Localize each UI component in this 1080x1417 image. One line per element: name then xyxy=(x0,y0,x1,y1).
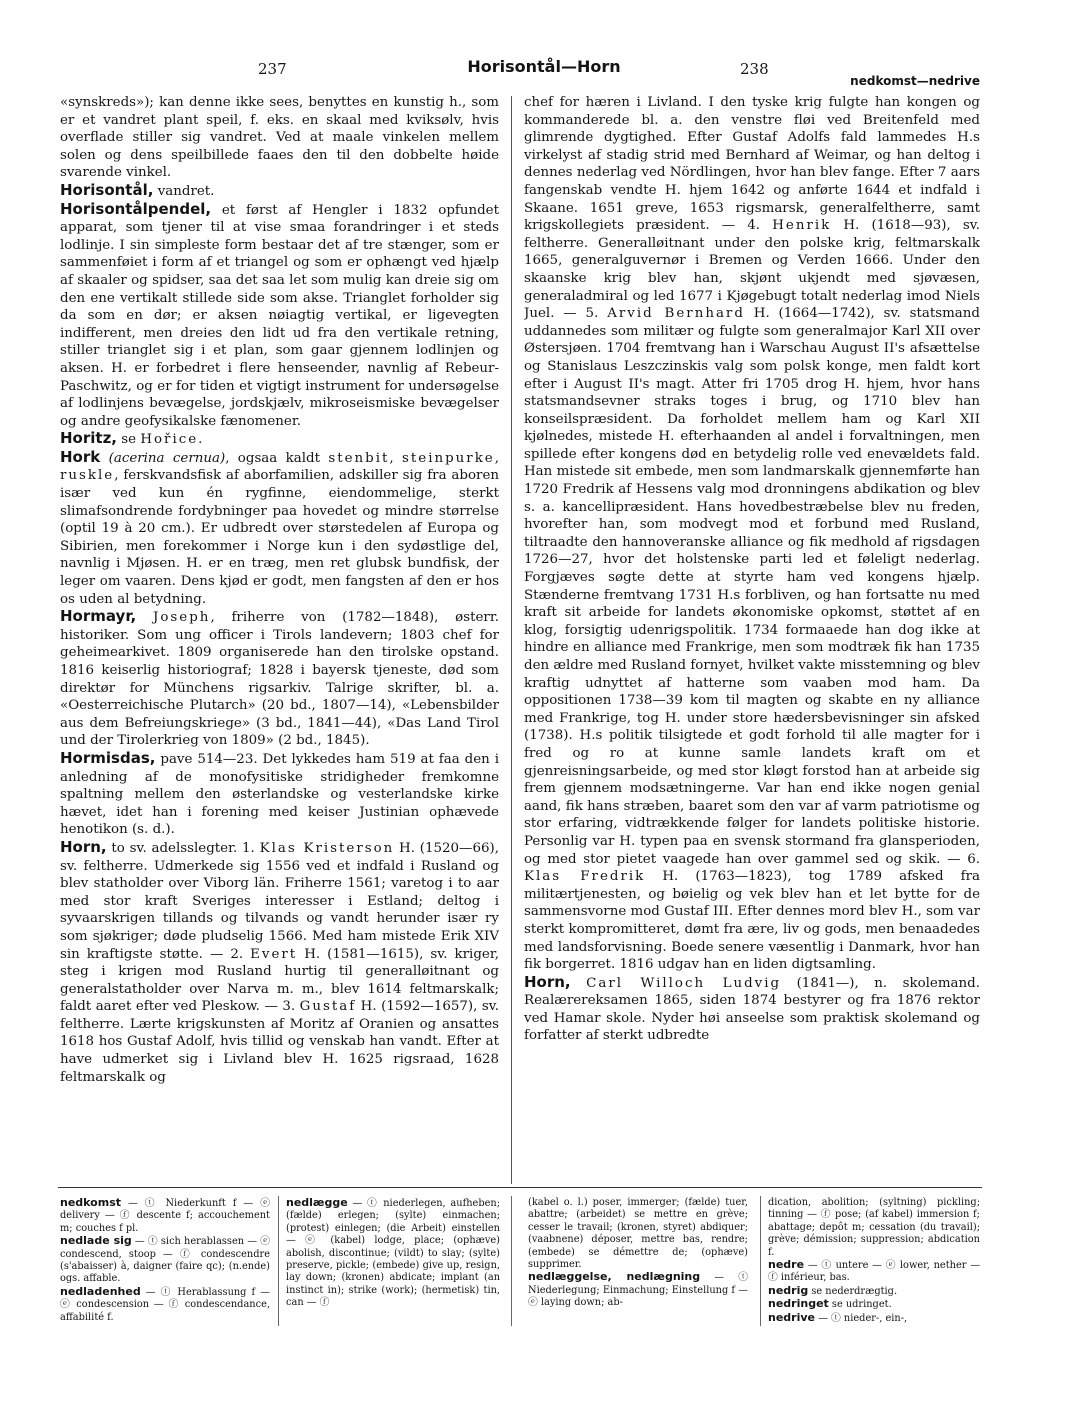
dictionary-separator xyxy=(278,1196,279,1326)
entry xyxy=(60,430,499,449)
entry-headword: Hormisdas, xyxy=(60,748,156,767)
entry-text: H. (1520—66), sv. feltherre. Udmerkede sig 1556 ved et indfald i Rusland og blev statholder over Viborg län. Friherre 1561; varetog i to aar med stor kraft Sveriges interesser i Estland; deltog i syvaarskrigen tillands og tilvands og vandt herunder især ry som sjøkriger; døde pludselig 1566. Med ham mistede Erik XIV sin kraftigste støtte. — 2. xyxy=(60,840,499,962)
entry-headword: Horisontålpendel, xyxy=(60,199,212,218)
catchword: nedkomst—nedrive xyxy=(850,74,980,88)
page-number-right: 238 xyxy=(740,60,769,78)
entry xyxy=(60,182,499,201)
entry-text: Carl Willoch Ludvig xyxy=(586,975,782,991)
entry-text: H. (1581—1615), sv. kriger, steg i krigen mod Rusland hurtig til generalløitnant og generalstatholder over Narva m. m., blev 1614 feltmarskalk; faldt aaret efter ved Pleskow. — 3. xyxy=(60,946,499,1015)
dictionary-headword: nedlæggelse, nedlægning xyxy=(528,1270,701,1284)
dictionary-entry xyxy=(768,1197,980,1259)
entry-text: chef for hæren i Livland. I den tyske krig fulgte han kongen og kommanderede bl. a. den venstre fløi ved Breitenfeld med glimrende dygtighed. Efter Gustaf Adolfs fald lammedes H.s virkelyst af stadig strid med Bernhard af Weimar, og han deltog i dennes nederlag ved Nördlingen, hvor han blev fange. Efter 7 aars fangenskab vendte H. hjem 1642 og anførte 1644 et indfald i Skaane. 1651 greve, 1653 rigsmarsk, generalfeltherre, samt krigskollegiets præsident. — 4. xyxy=(524,95,980,234)
dictionary-text: se nederdrægtig. xyxy=(808,1285,898,1297)
dictionary-entry xyxy=(60,1286,270,1324)
dictionary-headword: nedladenhed xyxy=(60,1284,141,1298)
entry-text: , xyxy=(494,450,499,466)
entry-text: et først af Hengler i 1832 opfundet apparat, som tjener til at vise smaa forandringer i et steds lodlinje. I sin simpleste form bestaar det af tre stænger, som er sammenføiet i form af et triangel og som er ophængt ved hjælp af skaaler og spidser, saa det saa let som mulig kan dreie sig om den ene vertikalt stillede side som akse. Trianglet forholder sig da som en dør; er aksen nøiagtig vertikal, er ligevegten indifferent, men dreies den lidt ud fra den vertikale retning, stiller trianglet sig i et plan, som gaar gjennem lodlinjen og aksen. H. er forbedret i flere henseender, navnlig af Rebeur-Paschwitz, og er for tiden et vigtigt instrument for undersøgelse af lodlinjens bevægelse, jordskjælv, mikroseismiske bevægelser og andre geofysikalske fænomener. xyxy=(60,202,499,429)
entry-text: Gustaf xyxy=(299,999,357,1015)
dictionary-column-3 xyxy=(528,1197,748,1397)
dictionary-column-2 xyxy=(286,1197,500,1397)
entry-text: , ogsaa kaldt xyxy=(225,450,329,466)
dictionary-entry xyxy=(768,1285,980,1298)
dictionary-entry xyxy=(60,1197,270,1235)
entry xyxy=(60,750,499,839)
entry-headword: Horisontål, xyxy=(60,180,154,199)
dictionary-text: se udringet. xyxy=(828,1299,892,1311)
entry xyxy=(524,94,980,974)
entry-text: vandret. xyxy=(153,183,215,199)
entry-text: H. (1618—93), sv. feltherre. Generalløitnant under den polske krig, feltmarskalk 1665, generalguvernør i Bremen og Verden 1666. Under den skaanske krig blev han, skjønt ukjendt med sjøvæsen, generaladmiral og led 1677 i Kjøgebugt totalt nederlag imod Niels Juel. — 5. xyxy=(524,218,980,322)
entry xyxy=(60,839,499,1086)
entry-text: , ferskvandsfisk af aborfamilien, adskiller sig fra aboren især ved kun én rygfinne, eiendommelige, sterkt slimafsondrende fordybninger paa hovedet og mindre størrelse (optil 19 à 20 cm.). Er udbredt over størstedelen af Europa og Sibirien, men forekommer i Norge kun i den sydøstlige del, navnlig i Mjøsen. H. er en træg, men ret glubsk bundfisk, der leger om vaaren. Dens kjød er godt, men fangsten af den er hos os uden al betydning. xyxy=(60,468,499,607)
entry-text: steinpurke xyxy=(402,450,495,466)
entry-text: (1841—), n. skolemand. Realærereksamen 1865, siden 1874 bestyrer og fra 1876 rektor ved Hamar skole. Nyder høi anseelse som praktisk skolemand og forfatter af sterkt udbredte xyxy=(524,975,980,1044)
entry-text: . xyxy=(198,432,203,448)
dictionary-separator xyxy=(760,1196,761,1326)
dictionary-headword: nedlade sig xyxy=(60,1234,132,1248)
dictionary-headword: nedlægge xyxy=(286,1197,348,1209)
entry-text xyxy=(571,976,587,991)
dictionary-headword: nedringet xyxy=(768,1297,829,1311)
dictionary-text: — ⓣ untere — ⓔ lower, nether — ⓕ inférieur, bas. xyxy=(768,1260,980,1284)
entry xyxy=(60,608,499,750)
entry-text: H. (1592—1657), sv. feltherre. Lærte krigskunsten af Moritz af Oranien og ansattes 1618 hos Gustaf Adolf, hvis tillid og venskab han vandt. Efter at have udmerket sig i Livland blev H. 1625 rigsraad, 1628 feltmarskalk og xyxy=(60,999,499,1085)
dictionary-entry xyxy=(528,1271,748,1309)
entry-text: Joseph xyxy=(153,610,211,626)
entry-headword: Horitz, xyxy=(60,429,117,448)
dictionary-entry xyxy=(768,1312,980,1325)
entry-headword: Hork xyxy=(60,447,101,466)
entry xyxy=(524,974,980,1045)
entry-text xyxy=(100,451,108,466)
dictionary-text: (kabel o. l.) poser, immerger; (fælde) tuer, abattre; (arbeidet) se mettre en grève; cesser le travail; (kronen, styret) abdiquer; (vaabnene) déposer, mettre bas, rendre; (embede) se démettre de; (ophæve) supprimer. xyxy=(528,1197,748,1271)
entry-text: Klas Fredrik xyxy=(524,869,646,885)
entry-text: , friherre von (1782—1848), østerr. historiker. Som ung officer i Tirols landevern; 1803 chef for geheimearkivet. 1809 organiserede han den tirolske opstand. 1816 keiserlig historiograf; 1828 i bayersk tjeneste, død som direktør for Münchens rigsarkiv. Talrige skrifter, bl. a. «Oesterreichische Plutarch» (20 bd., 1807—14), «Lebensbilder aus dem Befreiungskriege» (3 bd., 1841—44), «Das Land Tirol und der Tirolerkrieg von 1809» (2 bd., 1845). xyxy=(60,610,499,749)
dictionary-headword: nedrig xyxy=(768,1283,809,1297)
dictionary-text: — ⓣ nieder-, ein-, xyxy=(815,1312,908,1324)
dictionary-text: — ⓣ Niederkunft f — ⓔ delivery — ⓕ descente f; accouchement m; couches f pl. xyxy=(60,1198,270,1234)
entry-headword: Horn, xyxy=(524,972,571,991)
dictionary-text: — ⓣ niederlegen, aufheben; (fælde) erlegen; (sylte) einmachen; (protest) einlegen; (die Arbeit) einstellen — ⓔ (kabel) lodge, place; (ophæve) abolish, discontinue; (vildt) to slay; (sylte) preserve, pickle; (embede) give up, resign, lay down; (kronen) abdicate; implant (an instinct in); strike (work); (hermetisk) tin, can — ⓕ xyxy=(286,1198,500,1309)
entry-text: Evert xyxy=(250,946,298,962)
dictionary-text: — ⓣ Niederlegung; Einmachung; Einstellung f — ⓔ laying down; ab- xyxy=(528,1272,748,1309)
entry-text: «synskreds»); kan denne ikke sees, benyttes en kunstig h., som er et vandret plant speil, f. eks. en skaal med kviksølv, hvis overflade stiller sig vandret. Ved at maale vinkelen mellem solen og dens speilbillede faaes den til den dobbelte høide svarende vinkel. xyxy=(60,95,499,181)
entry-text: Arvid Bernhard xyxy=(607,306,745,322)
entry-text: (acerina cernua) xyxy=(108,450,226,466)
entry-text: Hořice xyxy=(140,432,199,448)
entry-headword: Hormayr, xyxy=(60,607,137,626)
dictionary-column-1 xyxy=(60,1197,270,1397)
left-column xyxy=(60,94,499,1184)
entry-text: to sv. adelsslegter. 1. xyxy=(106,840,260,856)
dictionary-entry xyxy=(286,1197,500,1310)
right-column xyxy=(524,94,980,1184)
dictionary-separator xyxy=(511,1196,512,1326)
running-head-title: Horisontål—Horn xyxy=(467,57,621,76)
entry-text xyxy=(136,610,153,625)
footer-rule xyxy=(58,1187,982,1188)
dictionary-text: — ⓣ sich herablassen — ⓔ condescend, stoop — ⓕ condescendre (s'abaisser) à, daigner (faire qc); (n.ende) ogs. affable. xyxy=(60,1236,270,1285)
dictionary-entry xyxy=(60,1235,270,1286)
column-rule xyxy=(511,96,512,1184)
entry-text: H. (1664—1742), sv. statsmand uddannedes som militær og fulgte som generalmajor Karl XII over Østersjøen. 1704 fremtvang han i Warschau August II's afsættelse og Stanislaus Leszczinskis valg som polsk konge, men faldt kort efter i August II's magt. Atter fri 1705 drog H. hjem, hvor hans statsmandsevner straks toges i brug, og 1710 blev han konseilspræsident. Da forholdet mellem ham og Karl XII kjølnedes, mistede H. efterhaanden al andel i forvaltningen, men spillede efter kongens død en betydelig rolle ved enevældets fald. Han mistede sit embede, men som landmarskalk gjennemførte han 1720 Fredrik af Hessens valg mod dronningens abdikation og blev s. a. kancellipræsident. Hans hovedbestræbelse blev nu freden, hvorefter han, som modvegt mod et forbund med Rusland, tiltraadte den hannoveranske alliance og fik medhold af rigsdagen 1726—27, hvor det holstenske parti led et føleligt nederlag. Forgjæves søgte dette at styrte ham ved kongens hjælp. Stænderne fremtvang 1731 H.s forbliven, og han fortsatte nu med kraft sit arbeide for landets økonomiske opkomst, støttet af en klog, forsigtig udenrigspolitik. 1734 formaaede han dog ikke at hindre en alliance med Frankrige, men som modtræk fik han 1735 den ældre med Rusland fornyet, hvilket vakte misstemning og blev kraftig udnyttet af hatterne som vaaben mod ham. Da oppositionen 1738—39 kom til magten og skabte en ny alliance med Frankrige, tog H. under store hædersbevisninger sin afsked (1738). H.s politik tilsigtede et godt forhold til alle magter for i fred og ro at kunne samle landets kraft om et gjenreisningsarbeide, og med stor kløgt forstod han at arbeide sig frem gjennem modsætningerne. Var han end ikke nogen genial aand, fik hans stræben, baaret som den var af varm patriotisme og stor erfaring, vidtrækkende følger for landets politiske historie. Personlig var H. typen paa en svensk stormand fra glansperioden, og med stor pietet vaagede han over gammel sed og skik. — 6. xyxy=(524,306,980,867)
entry xyxy=(60,449,499,608)
dictionary-headword: nedrive xyxy=(768,1310,815,1324)
dictionary-text: dication, abolition; (syltning) pickling; tinning — ⓕ pose; (af kabel) immersion f; abattage; depôt m; cessation (du travail); grève; démission; suppression; abdication f. xyxy=(768,1197,980,1258)
entry-text: stenbit xyxy=(328,450,390,466)
dictionary-entry xyxy=(768,1259,980,1285)
page-number-left: 237 xyxy=(258,60,287,78)
entry xyxy=(60,94,499,182)
dictionary-text: — ⓣ Herablassung f — ⓔ condescension — ⓕ condescendance, affabilité f. xyxy=(60,1286,270,1323)
dictionary-headword: nedre xyxy=(768,1258,805,1272)
entry-text: H. (1763—1823), tog 1789 afsked fra militærtjenesten, og bøielig og vek blev han et let bytte for de sammensvorne mod Gustaf III. Efter dennes mord blev H., som var sterkt kompromitteret, dømt fra ære, liv og gods, men benaadedes med landsforvisning. Boede senere væsentlig i Danmark, hvor han fik borgerret. 1816 udgav han en liden digtsamling. xyxy=(524,869,980,973)
entry-text: , xyxy=(389,450,403,466)
dictionary-entry xyxy=(528,1197,748,1271)
entry-text: ruskle xyxy=(60,468,115,484)
dictionary-column-4 xyxy=(768,1197,980,1397)
entry xyxy=(60,201,499,431)
dictionary-entry xyxy=(768,1298,980,1311)
dictionary-headword: nedkomst xyxy=(60,1197,122,1209)
entry-text: pave 514—23. Det lykkedes ham 519 at faa den i anledning af de monofysitiske stridigheder fremkomne spaltning mellem den østerlandske og vesterlandske kirke hævet, idet han i forening med keiser Justinian ophævede henotikon (s. d.). xyxy=(60,751,499,838)
entry-headword: Horn, xyxy=(60,837,107,856)
entry-text: se xyxy=(117,432,141,448)
entry-text: Henrik xyxy=(772,218,832,234)
entry-text: Klas Kristerson xyxy=(259,840,395,856)
